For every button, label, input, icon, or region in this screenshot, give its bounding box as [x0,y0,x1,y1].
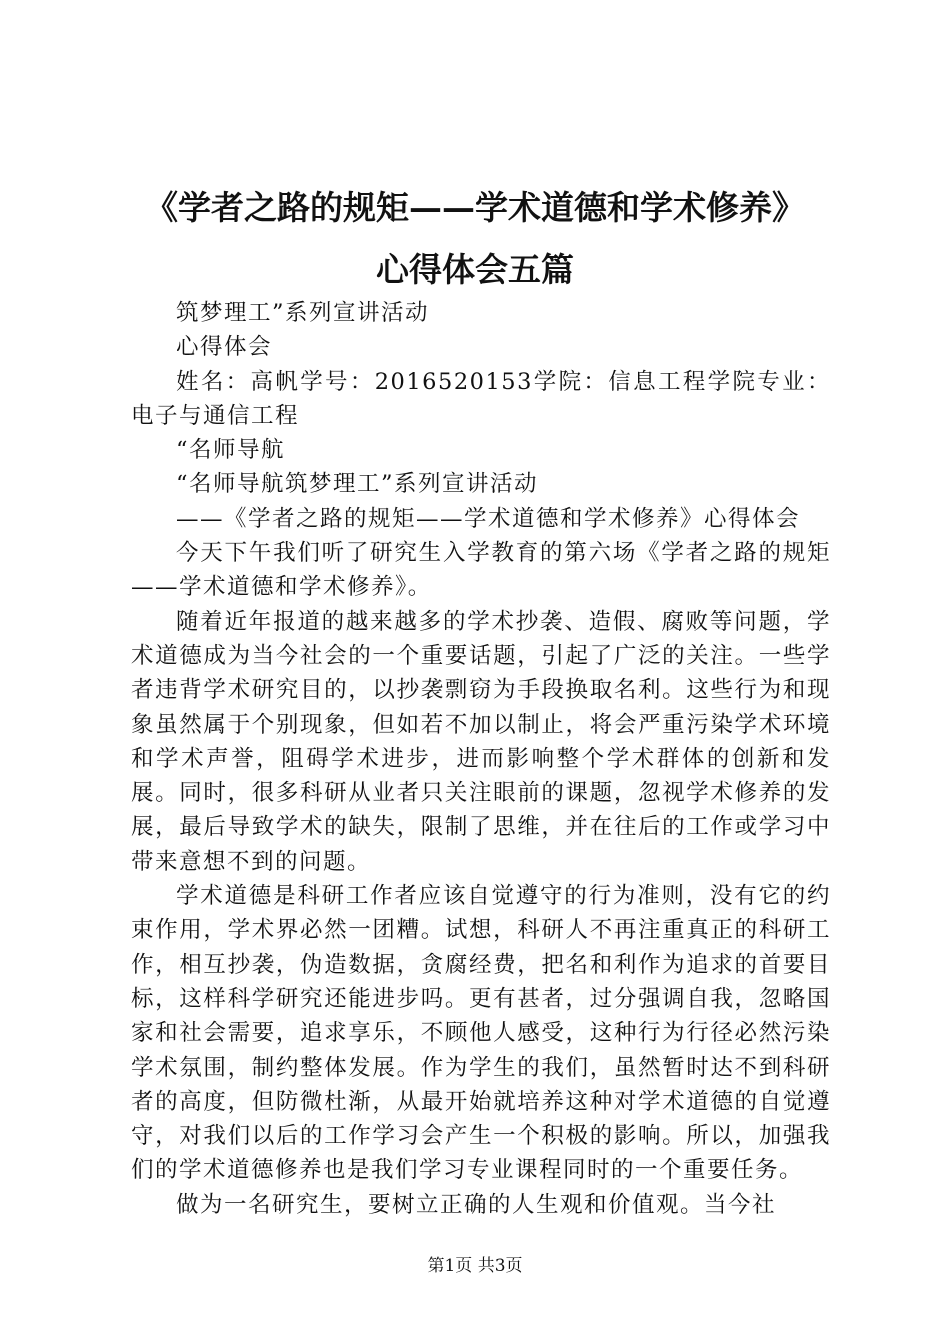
paragraph: 今天下午我们听了研究生入学教育的第六场《学者之路的规矩——学术道德和学术修养》。 [131,540,831,601]
paragraph: 随着近年报道的越来越多的学术抄袭、造假、腐败等问题，学术道德成为当今社会的一个重要话题，引起了广泛的关注。一些学者违背学术研究目的，以抄袭剽窃为手段换取名利。这些行为和现象虽然属于个别现象，但如若不加以制止，将会严重污染学术环境和学术声誉，阻碍学术进步，进而影响整个学术群体的创新和发展。同时，很多科研从业者只关注眼前的课题，忽视学术修养的发展，最后导致学术的缺失，限制了思维，并在往后的工作或学习中带来意想不到的问题。 [131,608,831,875]
paragraph: 心得体会 [176,334,273,361]
document-title-line1: 《学者之路的规矩——学术道德和学术修养》 [145,188,805,227]
paragraph: ——《学者之路的规矩——学术道德和学术修养》心得体会 [176,505,801,532]
paragraph: “名师导航筑梦理工”系列宣讲活动 [176,471,539,498]
paragraph: 做为一名研究生，要树立正确的人生观和价值观。当今社 [176,1191,777,1218]
paragraph: 姓名：高帆学号：2016520153学院：信息工程学院专业：电子与通信工程 [131,368,831,429]
paragraph: 学术道德是科研工作者应该自觉遵守的行为准则，没有它的约束作用，学术界必然一团糟。试想，科研人不再注重真正的科研工作，相互抄袭，伪造数据，贪腐经费，把名和利作为追求的首要目标，这样科学研究还能进步吗。更有甚者，过分强调自我，忽略国家和社会需要，追求享乐，不顾他人感受，这种行为行径必然污染学术氛围，制约整体发展。作为学生的我们，虽然暂时达不到科研者的高度，但防微杜渐，从最开始就培养这种对学术道德的自觉遵守，对我们以后的工作学习会产生一个积极的影响。所以，加强我们的学术道德修养也是我们学习专业课程同时的一个重要任务。 [131,883,831,1184]
page-footer: 第1页 共3页 [427,1256,523,1276]
document-body [131,296,831,1222]
paragraph: 筑梦理工”系列宣讲活动 [176,300,430,326]
document-title-line2: 心得体会五篇 [376,250,574,289]
paragraph: “名师导航 [176,437,286,464]
